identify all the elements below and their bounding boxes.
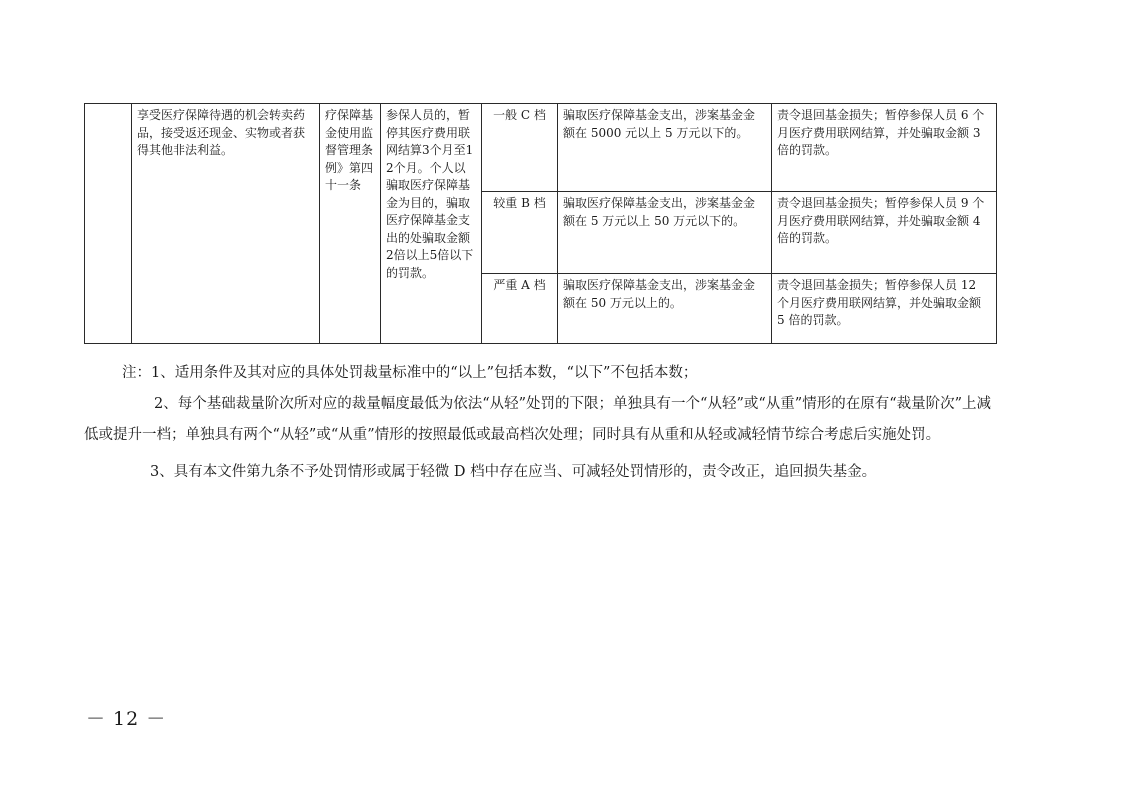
penalty-standard-table [84,103,997,344]
condition-cell: 骗取医疗保障基金支出，涉案基金金额在 50 万元以上的。 [558,274,772,344]
note-1: 注：1、适用条件及其对应的具体处罚裁量标准中的“以上”包括本数，“以下”不包括本数； [122,365,698,381]
index-cell [85,104,132,344]
page-number: － 12 － [86,708,167,730]
level-cell: 严重 A 档 [482,274,558,344]
condition-cell: 骗取医疗保障基金支出，涉案基金金额在 5 万元以上 50 万元以下的。 [558,192,772,274]
legal-basis-cell: 疗保障基金使用监督管理条例》第四十一条 [320,104,381,344]
penalty-cell: 责令退回基金损失；暂停参保人员 6 个月医疗费用联网结算，并处骗取金额 3 倍的罚款。 [772,104,997,192]
level-cell: 一般 C 档 [482,104,558,192]
penalty-cell: 责令退回基金损失；暂停参保人员 9 个月医疗费用联网结算，并处骗取金额 4 倍的罚款。 [772,192,997,274]
penalty-cell: 责令退回基金损失；暂停参保人员 12 个月医疗费用联网结算，并处骗取金额 5 倍的罚款。 [772,274,997,344]
level-cell: 较重 B 档 [482,192,558,274]
violation-situation-cell: 享受医疗保障待遇的机会转卖药品，接受返还现金、实物或者获得其他非法利益。 [132,104,320,344]
note-3: 3、具有本文件第九条不予处罚情形或属于轻微 D 档中存在应当、可减轻处罚情形的，责令改正，追回损失基金。 [150,464,877,480]
note-2: 2、每个基础裁量阶次所对应的裁量幅度最低为依法“从轻”处罚的下限；单独具有一个“从轻”或“从重”情形的在原有“裁量阶次”上减低或提升一档；单独具有两个“从轻”或“从重”情形的按照最低或最高档次处理；同时具有从重和从轻或减轻情节综合考虑后实施处罚。 [84,396,992,443]
condition-cell: 骗取医疗保障基金支出，涉案基金金额在 5000 元以上 5 万元以下的。 [558,104,772,192]
table-row [85,104,997,192]
penalty-standard-cell: 参保人员的，暂停其医疗费用联网结算3个月至12个月。个人以骗取医疗保障基金为目的，骗取医疗保障基金支出的处骗取金额2倍以上5倍以下的罚款。 [381,104,482,344]
notes-section [84,358,999,488]
